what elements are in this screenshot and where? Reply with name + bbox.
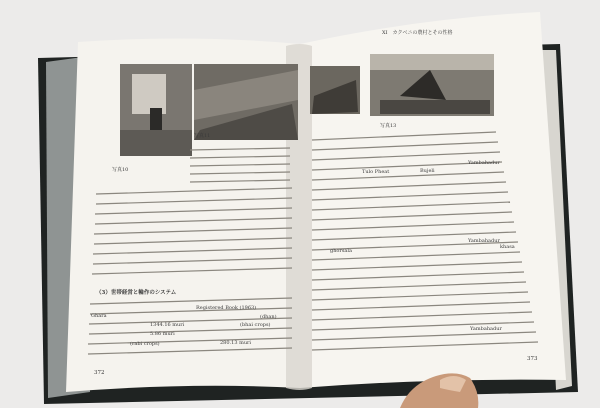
left-page-number: 372 (94, 370, 105, 376)
right-fragment-6: khasa (500, 244, 515, 250)
left-photo-a (120, 64, 192, 156)
right-photo-caption: 写真13 (380, 123, 397, 129)
right-page-number: 373 (527, 356, 538, 362)
right-fragment-2: Tulo Pheat (362, 169, 390, 175)
right-fragment-5: ghorsala (330, 248, 352, 254)
right-photo-b (370, 54, 494, 116)
left-section-heading: （3）世帯経営と輪作のシステム (96, 290, 177, 296)
left-photo-a-caption: 写真10 (112, 167, 129, 173)
left-photo-b-caption: 写真11 (194, 133, 211, 139)
right-fragment-3: Bujeli (420, 168, 435, 174)
left-fragment-3: (dhan) (260, 314, 277, 320)
right-fragment-1: Yambahadur (468, 160, 500, 166)
left-photo-b (194, 64, 298, 140)
left-fragment-4: 1344.16 muri (150, 322, 185, 328)
left-fragment-6: 5.86 muri (150, 331, 175, 337)
left-fragment-1: Registered Book (1963) (196, 305, 257, 311)
left-fragment-7: (rabi crops) (130, 341, 160, 347)
left-fragment-8: 280.13 muri (220, 340, 252, 346)
right-photo-a (310, 66, 360, 114)
left-fragment-2: Ghara (91, 313, 107, 319)
left-fragment-5: (bhai crops) (240, 322, 271, 328)
right-running-head: XI カクベニの農村とその性格 (382, 30, 453, 36)
right-fragment-7: Yambahadur (470, 326, 502, 332)
right-fragment-4: Yambahadur (468, 238, 500, 244)
